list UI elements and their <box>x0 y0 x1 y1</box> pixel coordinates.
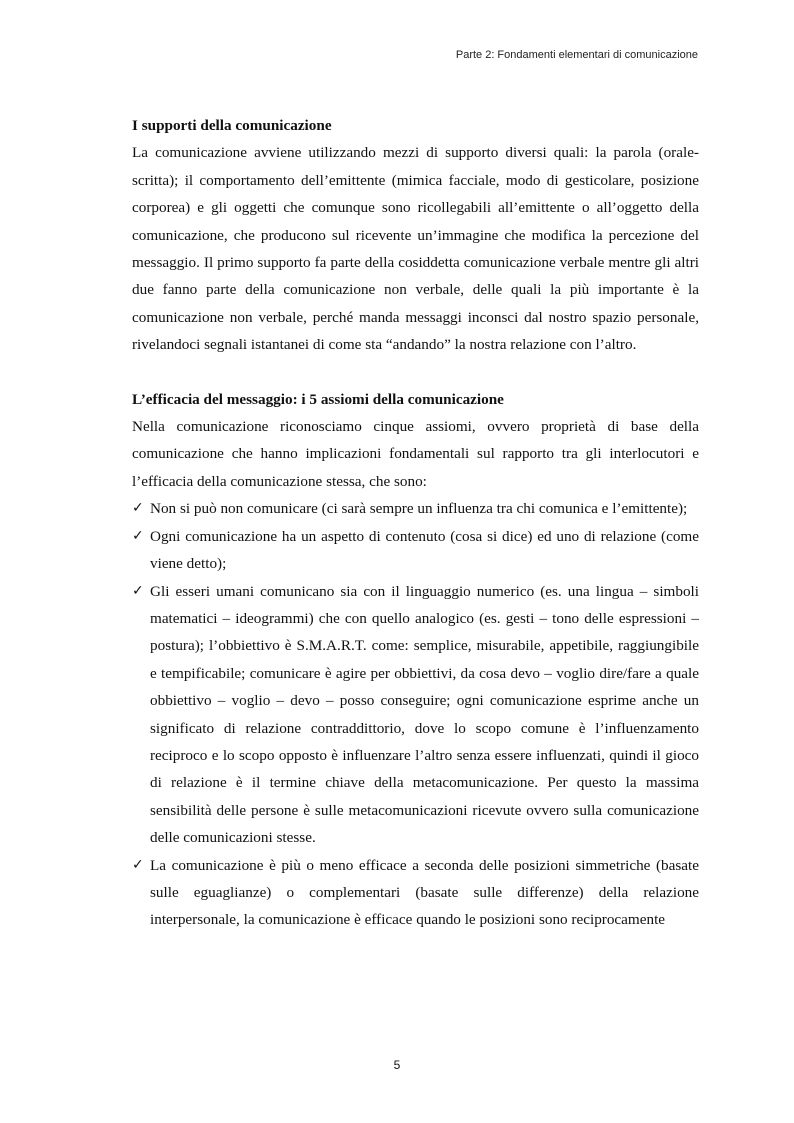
list-item-text: Gli esseri umani comunicano sia con il linguaggio numerico (es. una lingua – simboli matematici – ideogrammi) che con quello analogico (es. gesti – tono delle espressioni – postura); l’obbiettivo è S.M.A.R.T. come: semplice, misurabile, appetibile, raggiungibile e tempificabile; comunicare è agire per obbiettivi, da cosa devo – voglio dire/fare a quale obbiettivo – voglio – devo – posso conseguire; ogni comunicazione esprime anche un significato di relazione contraddittorio, dove lo scopo comune è l’influenzamento reciproco e lo scopo opposto è influenzare l’altro senza essere influenzati, quindi il gioco di relazione è il termine chiave della metacomunicazione. Per questo la massima sensibilità delle persone è sulle metacomunicazioni ricevute ovvero sulla comunicazione delle comunicazioni stesse. <box>150 582 699 847</box>
page-number: 5 <box>393 1058 401 1072</box>
checkmark-icon: ✓ <box>132 527 144 544</box>
section-heading-supporti: I supporti della comunicazione <box>132 117 332 134</box>
paragraph-supporti: La comunicazione avviene utilizzando mezzi di supporto diversi quali: la parola (orale-scritta); il comportamento dell’emittente (mimica facciale, modo di gesticolare, posizione corporea) e gli oggetti che comunque sono ricollegabili all’emittente o all’oggetto della comunicazione, che producono sul ricevente un’immagine che modifica la percezione del messaggio. Il primo supporto fa parte della cosiddetta comunicazione verbale mentre gli altri due fanno parte della comunicazione non verbale, delle quali la più importante è la comunicazione non verbale, perché manda messaggi inconsci dal nostro spazio personale, rivelandoci segnali istantanei di come sta “andando” la nostra relazione con l’altro. <box>132 144 699 354</box>
list-item-text: La comunicazione è più o meno efficace a seconda delle posizioni simmetriche (basate sulle eguaglianze) o complementari (basate sulle differenze) della relazione interpersonale, la comunicazione è efficace quando le posizioni sono reciprocamente <box>150 856 699 929</box>
section-spacer <box>132 359 699 386</box>
list-item <box>132 852 699 934</box>
list-item <box>132 495 699 522</box>
checkmark-icon: ✓ <box>132 582 144 599</box>
running-header: Parte 2: Fondamenti elementari di comunicazione <box>455 49 698 61</box>
checkmark-icon: ✓ <box>132 500 144 517</box>
list-item-text: Non si può non comunicare (ci sarà sempre un influenza tra chi comunica e l’emittente); <box>150 500 688 518</box>
axiom-list <box>132 495 699 934</box>
section-heading-assiomi: L’efficacia del messaggio: i 5 assiomi della comunicazione <box>132 390 504 408</box>
page-body <box>132 112 699 934</box>
list-item <box>132 578 699 852</box>
paragraph-assiomi-intro: Nella comunicazione riconosciamo cinque assiomi, ovvero proprietà di base della comunicazione che hanno implicazioni fondamentali sul rapporto tra gli interlocutori e l’efficacia della comunicazione stessa, che sono: <box>132 418 699 490</box>
list-item <box>132 523 699 578</box>
list-item-text: Ogni comunicazione ha un aspetto di contenuto (cosa si dice) ed uno di relazione (come viene detto); <box>150 527 699 573</box>
checkmark-icon: ✓ <box>132 856 144 873</box>
